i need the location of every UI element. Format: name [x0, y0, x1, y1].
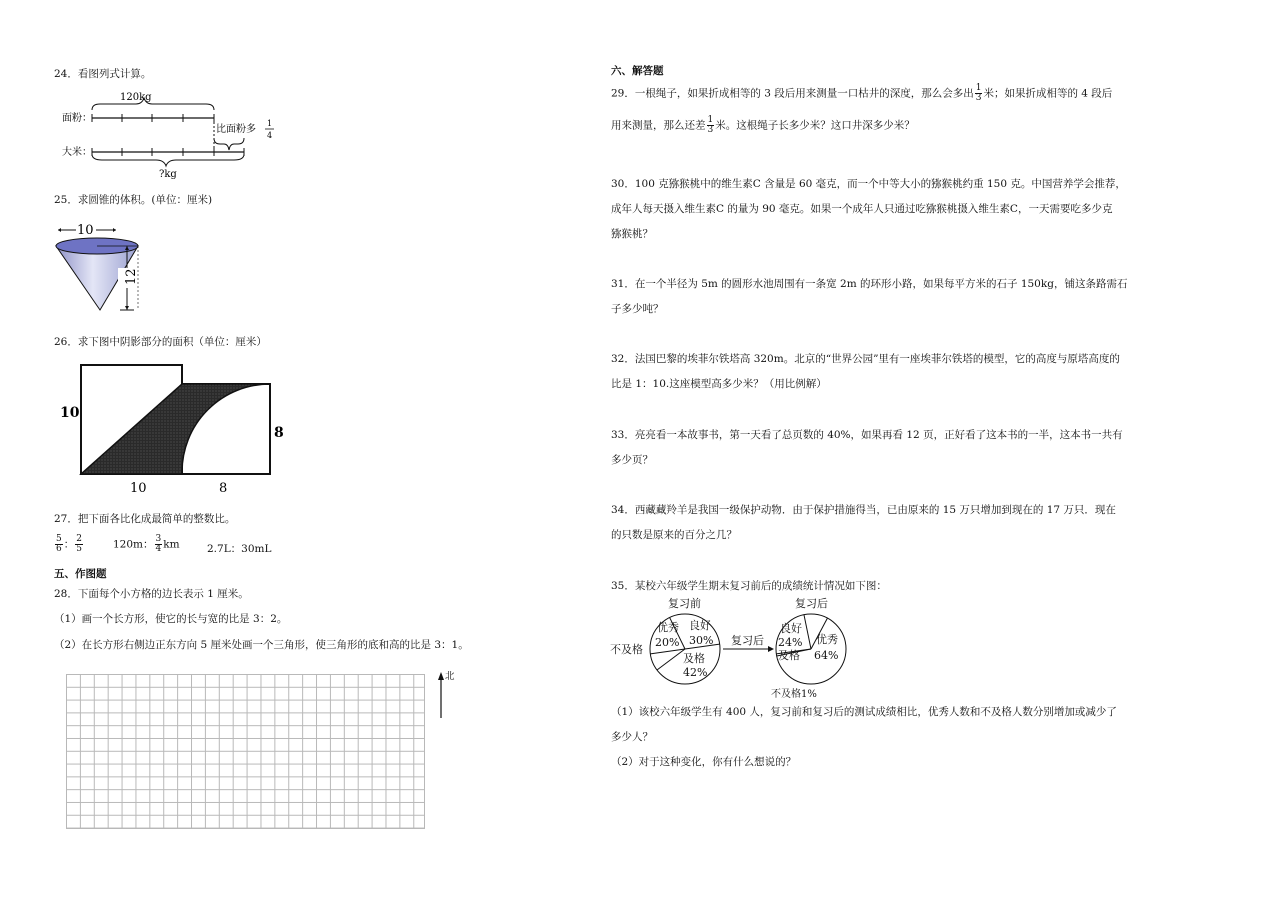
shaded-area-diagram [56, 360, 296, 500]
q24-rice-label: 大米： [62, 147, 92, 158]
cone-height-label: 12 [124, 268, 139, 285]
q29-l1-den: 3 [975, 93, 982, 103]
q24-flour-label: 面粉： [62, 113, 92, 124]
q27-expr-3: 2.7L：30mL [207, 543, 272, 555]
pie-before-label-good-pct: 30% [689, 634, 714, 647]
q31-line-1: 31．在一个半径为 5m 的圆形水池周围有一条宽 2m 的环形小路，如果每平方米的石子 150kg，铺这条路需石 [611, 278, 1128, 290]
q27-title: 27．把下面各比化成最简单的整数比。 [54, 513, 236, 525]
q34-line-1: 34．西藏藏羚羊是我国一级保护动物．由于保护措施得当，已由原来的 15 万只增加到现在的 17 万只．现在 [611, 504, 1116, 516]
q29-l1-text-a: 29．一根绳子，如果折成相等的 3 段后用来测量一口枯井的深度，那么会多出 [611, 87, 974, 100]
q28-part-1: （1）画一个长方形，使它的长与宽的比是 3：2。 [54, 613, 288, 625]
q24-title: 24．看图列式计算。 [54, 68, 152, 80]
q28-part-2: （2）在长方形右侧边正东方向 5 厘米处画一个三角形，使三角形的底和高的比是 3：1。 [54, 639, 469, 651]
pie-after-label-good: 良好 [780, 622, 802, 635]
q26-figure [56, 360, 296, 500]
pie-after-title: 复习后 [795, 597, 828, 610]
section-5-heading: 五、作图题 [54, 568, 107, 580]
pie-before-title: 复习前 [668, 597, 701, 610]
pie-before-label-pass: 及格 [683, 652, 705, 665]
q29-l2-den: 3 [707, 125, 714, 135]
pie-before-label-excellent-pct: 20% [655, 636, 680, 649]
q35-pie-charts [606, 594, 866, 702]
q24-compare-label: 比面粉多 [216, 124, 256, 135]
q24-compare-num: 1 [267, 119, 273, 128]
shaded-region [81, 384, 270, 474]
q29-l2-text-b: 米。这根绳子长多少米？这口井深多少米？ [715, 119, 915, 132]
drawing-grid[interactable] [66, 674, 425, 829]
q24-total-label: 120kg [120, 92, 152, 103]
north-label: 北 [445, 671, 455, 682]
q29-l1-num: 1 [975, 83, 982, 93]
q31-line-2: 子多少吨？ [611, 303, 664, 315]
q32-line-2: 比是 1：10.这座模型高多少米？（用比例解） [611, 378, 827, 390]
q24-rice-brace [92, 154, 244, 166]
pie-before-label-fail: 不及格 [610, 643, 643, 656]
q27-e2-post: km [163, 538, 180, 551]
pie-before-label-excellent: 优秀 [657, 621, 679, 634]
q27-e1-a-num: 5 [56, 534, 62, 544]
q27-e1-colon: ： [63, 538, 75, 551]
pie-arrow-label: 复习后 [731, 634, 764, 647]
q35-part-1-b: 多少人？ [611, 731, 653, 743]
pie-after-slice-divider-1 [804, 615, 811, 649]
pie-after-label-fail: 不及格1% [771, 689, 817, 700]
q24-extra-brace [214, 138, 244, 150]
q33-line-2: 多少页？ [611, 454, 653, 466]
q27-e1-a-den: 6 [56, 544, 62, 554]
q29-line-1 [611, 84, 1112, 103]
q24-unknown-label: ?kg [159, 169, 177, 180]
q24-total-brace [92, 98, 214, 110]
q29-line-2 [611, 116, 915, 135]
q35-title: 35．某校六年级学生期末复习前后的成绩统计情况如下图： [611, 580, 887, 592]
q35-part-2: （2）对于这种变化，你有什么想说的？ [611, 756, 797, 768]
cone-diagram [52, 216, 152, 316]
q24-line-diagram [56, 88, 296, 183]
q27-e2-den: 4 [155, 544, 162, 554]
pie-arrow-head [768, 646, 774, 652]
q28-title: 28．下面每个小方格的边长表示 1 厘米。 [54, 588, 249, 600]
q30-line-1: 30．100 克猕猴桃中的维生素C 含量是 60 毫克，而一个中等大小的猕猴桃约重 150 克。中国营养学会推荐， [611, 178, 1126, 190]
section-6-heading: 六、解答题 [611, 65, 664, 77]
q30-line-3: 猕猴桃？ [611, 228, 653, 240]
q26-title: 26．求下图中阴影部分的面积（单位：厘米） [54, 336, 267, 348]
pie-after-label-good-pct: 24% [778, 636, 803, 649]
q29-l1-text-b: 米；如果折成相等的 4 段后 [983, 87, 1113, 100]
q29-l2-num: 1 [707, 115, 714, 125]
q24-figure [56, 88, 296, 183]
q27-expr-2 [113, 535, 180, 554]
q29-l2-text-a: 用来测量，那么还差 [611, 119, 706, 132]
bottom-right-label: 8 [219, 481, 228, 496]
pie-before-label-pass-pct: 42% [683, 666, 708, 679]
q32-line-1: 32．法国巴黎的埃菲尔铁塔高 320m。北京的“世界公园”里有一座埃菲尔铁塔的模型，它的高度与原塔高度的 [611, 353, 1120, 365]
right-height-label: 8 [274, 425, 284, 441]
q27-expr-1 [54, 535, 84, 554]
north-indicator [434, 668, 458, 720]
pie-after-label-pass: 及格 [778, 649, 800, 662]
pie-after-label-excellent: 优秀 [816, 633, 838, 646]
q34-line-2: 的只数是原来的百分之几？ [611, 529, 737, 541]
q27-e1-b-num: 2 [76, 534, 82, 544]
q35-part-1-a: （1）该校六年级学生有 400 人，复习前和复习后的测试成绩相比，优秀人数和不及格人数分别增加或减少了 [611, 706, 1117, 718]
bottom-left-label: 10 [130, 481, 147, 496]
pie-before-label-good: 良好 [689, 619, 711, 632]
q25-title: 25．求圆锥的体积。(单位：厘米) [54, 194, 213, 206]
q33-line-1: 33．亮亮看一本故事书，第一天看了总页数的 40%，如果再看 12 页，正好看了这本书的一半，这本书一共有 [611, 429, 1123, 441]
q27-e2-pre: 120m： [113, 538, 154, 551]
q30-line-2: 成年人每天摄入维生素C 的量为 90 毫克。如果一个成年人只通过吃猕猴桃摄入维生素C，一天需要吃多少克 [611, 203, 1113, 215]
q27-e2-num: 3 [155, 534, 162, 544]
q25-figure [52, 216, 152, 316]
left-height-label: 10 [60, 405, 80, 421]
pie-charts-svg [606, 594, 866, 702]
q24-compare-den: 4 [267, 131, 273, 140]
cone-diameter-label: 10 [77, 223, 94, 238]
pie-after-label-excellent-pct: 64% [814, 649, 839, 662]
q27-e1-b-den: 5 [76, 544, 82, 554]
